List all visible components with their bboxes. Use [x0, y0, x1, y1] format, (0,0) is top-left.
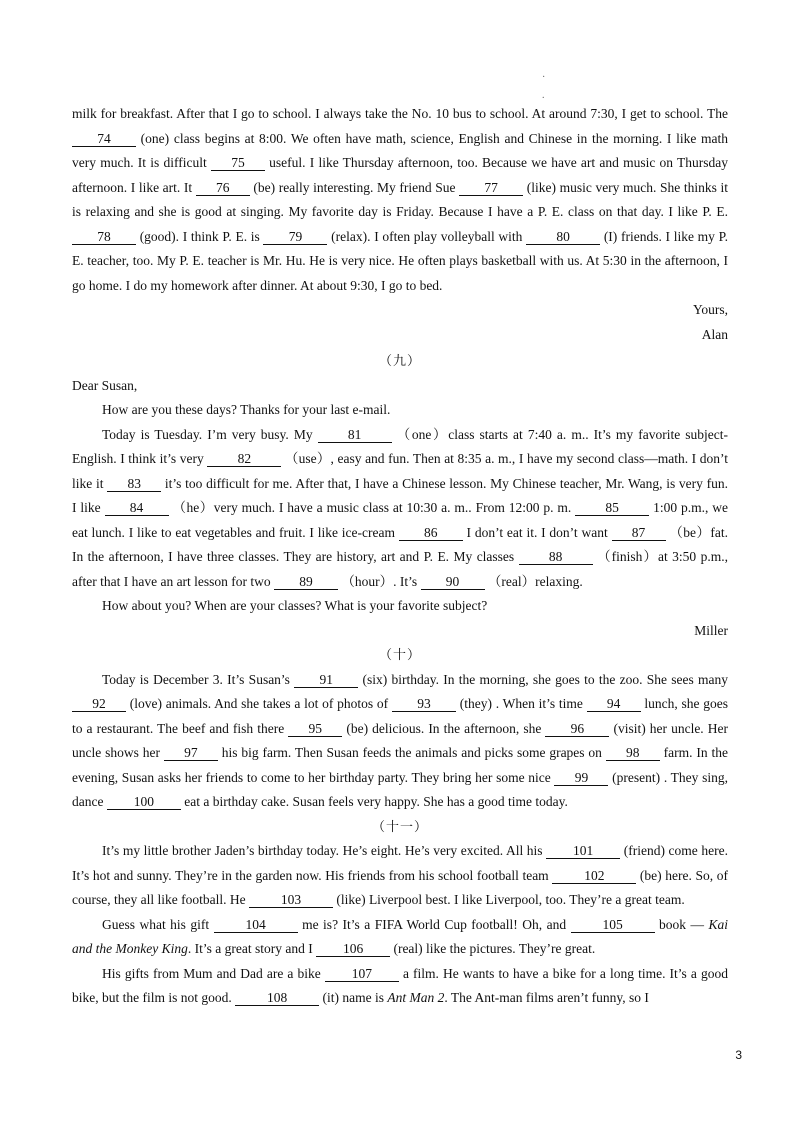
blank-107[interactable]: 107 — [325, 966, 399, 982]
blank-94[interactable]: 94 — [587, 696, 641, 712]
document-page — [72, 0, 728, 1011]
blank-87[interactable]: 87 — [612, 525, 666, 541]
blank-98[interactable]: 98 — [606, 745, 660, 761]
film-title: Ant Man 2 — [387, 990, 445, 1005]
blank-81[interactable]: 81 — [318, 427, 392, 443]
blank-104[interactable]: 104 — [214, 917, 298, 933]
section-heading: （十一） — [371, 818, 428, 834]
greeting: Dear Susan, — [72, 377, 138, 393]
blank-85[interactable]: 85 — [575, 500, 649, 516]
blank-82[interactable]: 82 — [207, 451, 281, 467]
section-heading: （九） — [378, 353, 421, 368]
blank-75[interactable]: 75 — [211, 155, 265, 171]
paragraph: Today is Tuesday. I’m very busy. My 81 （one）class starts at 7:40 a. m.. It’s my favorite subject-English. I think it’s very 82 （use）, easy and fun. Then at 8:35 a. m., I have my second class—math. I don’t like it 83 it’s too difficult for me. After that, I have a Chinese lesson. My Chinese teacher, Mr. Wang, is very fun. I like 84 （he）very much. I have a music class at 10:30 a. m.. From 12:00 p. m. 85 1:00 p.m., we eat lunch. I like to eat vegetables and fruit. I like ice-cream 86 I don’t eat it. I don’t want 87 （be）fat. In the afternoon, I have three classes. They are history, art and P. E. My classes 88 （finish）at 3:50 p.m., after that I have an art lesson for two 89 （hour）. It’s 90 （real）relaxing. — [72, 426, 729, 589]
blank-78[interactable]: 78 — [72, 229, 136, 245]
blank-84[interactable]: 84 — [105, 500, 169, 516]
blank-106[interactable]: 106 — [316, 941, 390, 957]
letter-closing: Yours, — [692, 302, 728, 317]
top-mark: . — [542, 90, 545, 101]
blank-86[interactable]: 86 — [399, 525, 463, 541]
paragraph: It’s my little brother Jaden’s birthday today. He’s eight. He’s very excited. All his 101 (friend) come here. It’s hot and sunny. They’re in the garden now. His friends from his school football team 102 (be) here. So, of course, they all like football. He 103 (like) Liverpool best. I like Liverpool, too. They’re a great team. — [72, 843, 729, 907]
blank-80[interactable]: 80 — [526, 229, 600, 245]
paragraph: His gifts from Mum and Dad are a bike 107 a film. He wants to have a bike for a long time. It’s a good bike, but the film is not good. 108 (it) name is Ant Man 2. The Ant-man films aren’t funny, so I — [72, 965, 728, 1005]
book-title: Kai and the Monkey King — [72, 916, 729, 956]
blank-79[interactable]: 79 — [263, 229, 327, 245]
blank-83[interactable]: 83 — [107, 476, 161, 492]
blank-90[interactable]: 90 — [421, 574, 485, 590]
blank-99[interactable]: 99 — [554, 770, 608, 786]
paragraph: Today is December 3. It’s Susan’s 91 (six) birthday. In the morning, she goes to the zoo. She sees many 92 (love) animals. And she takes a lot of photos of 93 (they) . When it’s time 94 lunch, she goes to a restaurant. The beef and fish there 95 (be) delicious. In the afternoon, she 96 (visit) her uncle. Her uncle shows her 97 his big farm. Then Susan feeds the animals and picks some grapes on 98 farm. In the evening, Susan asks her friends to come to her birthday party. They bring her some nice 99 (present) . They sing, dance 100 eat a birthday cake. Susan feels very happy. She has a good time today. — [72, 671, 729, 809]
blank-108[interactable]: 108 — [235, 990, 319, 1006]
blank-100[interactable]: 100 — [107, 794, 181, 810]
page-number: 3 — [735, 1048, 742, 1062]
paragraph: How about you? When are your classes? What is your favorite subject? — [102, 598, 488, 613]
blank-89[interactable]: 89 — [274, 574, 338, 590]
blank-102[interactable]: 102 — [552, 868, 636, 884]
blank-103[interactable]: 103 — [249, 892, 333, 908]
blank-76[interactable]: 76 — [196, 180, 250, 196]
top-mark: · — [542, 72, 546, 83]
paragraph: Guess what his gift 104 me is? It’s a FIFA World Cup football! Oh, and 105 book — Kai and the Monkey King. It’s a great story and I 106 (real) like the pictures. They’re great. — [72, 916, 729, 956]
blank-74[interactable]: 74 — [72, 131, 136, 147]
section-heading: （十） — [378, 647, 421, 662]
blank-77[interactable]: 77 — [459, 180, 523, 196]
blank-92[interactable]: 92 — [72, 696, 126, 712]
blank-97[interactable]: 97 — [164, 745, 218, 761]
letter-signature: Miller — [694, 622, 728, 638]
blank-105[interactable]: 105 — [571, 917, 655, 933]
blank-93[interactable]: 93 — [392, 696, 456, 712]
blank-91[interactable]: 91 — [294, 672, 358, 688]
blank-95[interactable]: 95 — [288, 721, 342, 737]
letter-signature: Alan — [701, 326, 728, 342]
blank-96[interactable]: 96 — [545, 721, 609, 737]
blank-88[interactable]: 88 — [519, 549, 593, 565]
letter-paragraph: milk for breakfast. After that I go to school. I always take the No. 10 bus to school. At around 7:30, I get to school. The 74 (one) class begins at 8:00. We often have math, science, English and Chinese in the morning. I like math very much. It is difficult 75 useful. I like Thursday afternoon, too. Because we have art and music on Thursday afternoon. I like art. It 76 (be) really interesting. My friend Sue 77 (like) music very much. She thinks it is relaxing and she is good at singing. My favorite day is Friday. Because I have a P. E. class on that day. I like P. E. 78 (good). I think P. E. is 79 (relax). I often play volleyball with 80 (I) friends. I like my P. E. teacher, too. My P. E. teacher is Mr. Hu. He is very nice. He often plays basketball with us. At 5:30 in the afternoon, I go home. I do my homework after dinner. At about 9:30, I go to bed. — [72, 106, 729, 293]
paragraph: How are you these days? Thanks for your last e-mail. — [102, 402, 391, 417]
blank-101[interactable]: 101 — [546, 843, 620, 859]
